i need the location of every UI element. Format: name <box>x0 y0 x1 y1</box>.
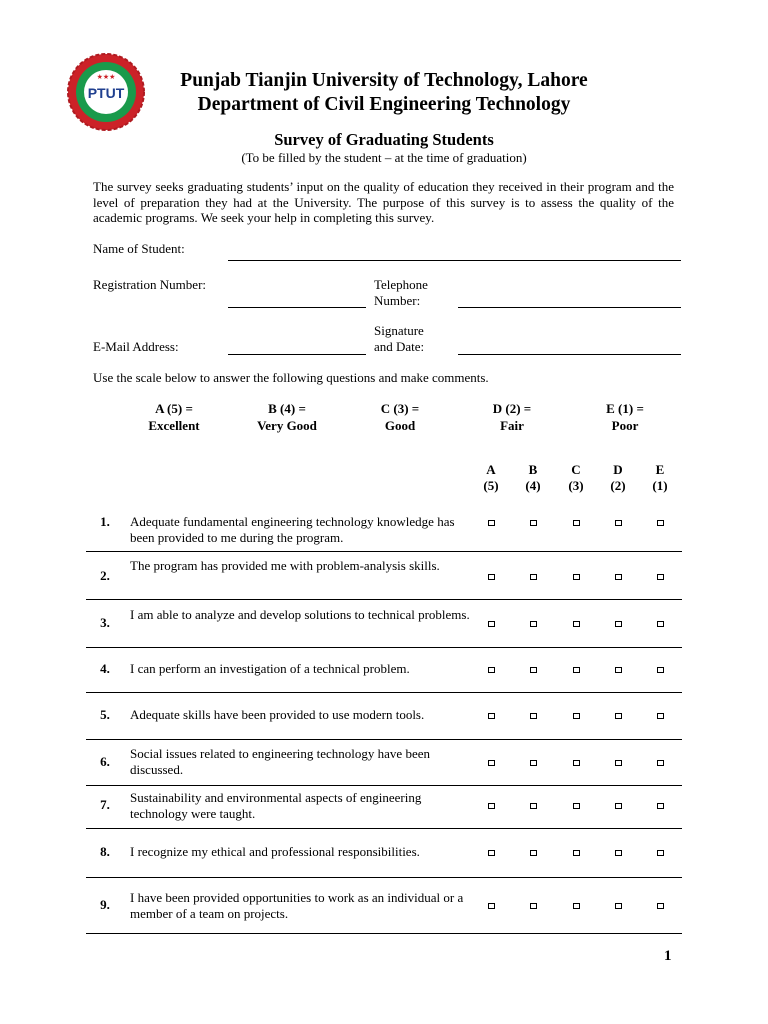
question-text: Sustainability and environmental aspects of engineering technology were taught. <box>130 790 422 821</box>
rating-checkbox-d[interactable] <box>615 713 622 719</box>
row-divider <box>86 599 682 600</box>
rating-checkbox-e[interactable] <box>657 520 664 526</box>
row-divider <box>86 785 682 786</box>
rating-checkbox-d[interactable] <box>615 760 622 766</box>
rating-checkbox-a[interactable] <box>488 803 495 809</box>
rating-checkbox-e[interactable] <box>657 713 664 719</box>
rating-checkbox-d[interactable] <box>615 667 622 673</box>
rating-checkbox-d[interactable] <box>615 574 622 580</box>
university-logo <box>66 52 146 132</box>
question-number: 6. <box>100 754 110 769</box>
rating-checkbox-e[interactable] <box>657 760 664 766</box>
question-text: The program has provided me with problem-analysis skills. <box>130 558 440 573</box>
column-header-a: A (5) <box>483 462 499 493</box>
rating-checkbox-a[interactable] <box>488 520 495 526</box>
signature-field[interactable] <box>458 354 681 355</box>
column-header-d: D (2) <box>610 462 626 493</box>
rating-checkbox-d[interactable] <box>615 803 622 809</box>
rating-checkbox-a[interactable] <box>488 667 495 673</box>
row-divider <box>86 933 682 934</box>
rating-checkbox-d[interactable] <box>615 621 622 627</box>
rating-checkbox-c[interactable] <box>573 574 580 580</box>
registration-label: Registration Number: <box>93 277 207 292</box>
question-number: 5. <box>100 707 110 722</box>
rating-checkbox-d[interactable] <box>615 850 622 856</box>
registration-field[interactable] <box>228 307 366 308</box>
row-divider <box>86 739 682 740</box>
question-number: 7. <box>100 797 110 812</box>
department-name: Department of Civil Engineering Technology <box>197 94 571 115</box>
question-number: 4. <box>100 661 110 676</box>
survey-intro: The survey seeks graduating students’ input on the quality of education they received in their program and the level of preparation they had at the University. The purpose of this survey is to assess the quality of the academic programs. We seek your help in completing this survey. <box>93 179 674 225</box>
survey-title: Survey of Graduating Students <box>274 130 494 149</box>
rating-checkbox-b[interactable] <box>530 713 537 719</box>
rating-checkbox-b[interactable] <box>530 667 537 673</box>
rating-checkbox-e[interactable] <box>657 667 664 673</box>
rating-checkbox-e[interactable] <box>657 803 664 809</box>
row-divider <box>86 828 682 829</box>
rating-checkbox-a[interactable] <box>488 713 495 719</box>
rating-checkbox-c[interactable] <box>573 667 580 673</box>
page-number: 1 <box>664 948 672 964</box>
row-divider <box>86 647 682 648</box>
university-name: Punjab Tianjin University of Technology, Lahore <box>180 70 588 91</box>
scale-item-excellent: A (5) = Excellent <box>148 401 200 433</box>
rating-checkbox-b[interactable] <box>530 803 537 809</box>
rating-checkbox-c[interactable] <box>573 760 580 766</box>
question-text: I can perform an investigation of a technical problem. <box>130 661 410 676</box>
logo-text: PTUT <box>87 85 125 101</box>
question-text: I recognize my ethical and professional responsibilities. <box>130 844 420 859</box>
column-header-b: B (4) <box>525 462 541 493</box>
scale-item-fair: D (2) = Fair <box>492 401 532 433</box>
question-number: 9. <box>100 897 110 912</box>
rating-checkbox-e[interactable] <box>657 574 664 580</box>
telephone-label: Telephone Number: <box>374 277 428 308</box>
email-field[interactable] <box>228 354 366 355</box>
rating-checkbox-a[interactable] <box>488 903 495 909</box>
rating-checkbox-c[interactable] <box>573 903 580 909</box>
question-text: Social issues related to engineering technology have been discussed. <box>130 746 430 777</box>
question-number: 2. <box>100 568 110 583</box>
rating-checkbox-e[interactable] <box>657 850 664 856</box>
rating-checkbox-e[interactable] <box>657 621 664 627</box>
rating-checkbox-b[interactable] <box>530 903 537 909</box>
rating-checkbox-a[interactable] <box>488 574 495 580</box>
rating-checkbox-b[interactable] <box>530 760 537 766</box>
rating-checkbox-b[interactable] <box>530 574 537 580</box>
rating-checkbox-e[interactable] <box>657 903 664 909</box>
rating-checkbox-c[interactable] <box>573 803 580 809</box>
svg-text:★★★: ★★★ <box>96 73 116 81</box>
scale-instructions: Use the scale below to answer the following questions and make comments. <box>93 370 489 385</box>
scale-item-very-good: B (4) = Very Good <box>257 401 317 433</box>
name-label: Name of Student: <box>93 241 185 256</box>
scale-item-poor: E (1) = Poor <box>606 401 644 433</box>
question-text: I have been provided opportunities to work as an individual or a member of a team on projects. <box>130 890 464 921</box>
question-text: Adequate skills have been provided to use modern tools. <box>130 707 425 722</box>
signature-label: Signature and Date: <box>374 323 425 354</box>
telephone-field[interactable] <box>458 307 681 308</box>
rating-checkbox-a[interactable] <box>488 760 495 766</box>
name-field[interactable] <box>228 260 681 261</box>
row-divider <box>86 551 682 552</box>
rating-checkbox-c[interactable] <box>573 520 580 526</box>
survey-subtitle: (To be filled by the student – at the time of graduation) <box>241 150 527 165</box>
rating-checkbox-c[interactable] <box>573 621 580 627</box>
rating-checkbox-c[interactable] <box>573 850 580 856</box>
scale-item-good: C (3) = Good <box>380 401 420 433</box>
rating-checkbox-d[interactable] <box>615 520 622 526</box>
question-number: 3. <box>100 615 110 630</box>
row-divider <box>86 692 682 693</box>
column-header-c: C (3) <box>568 462 584 493</box>
email-label: E-Mail Address: <box>93 339 179 354</box>
question-text: Adequate fundamental engineering technology knowledge has been provided to me during the program. <box>130 514 455 545</box>
row-divider <box>86 877 682 878</box>
rating-checkbox-b[interactable] <box>530 520 537 526</box>
column-header-e: E (1) <box>652 462 668 493</box>
question-number: 1. <box>100 514 110 529</box>
question-number: 8. <box>100 844 110 859</box>
rating-checkbox-b[interactable] <box>530 850 537 856</box>
rating-checkbox-d[interactable] <box>615 903 622 909</box>
rating-checkbox-a[interactable] <box>488 850 495 856</box>
rating-checkbox-c[interactable] <box>573 713 580 719</box>
question-text: I am able to analyze and develop solutions to technical problems. <box>130 607 470 622</box>
rating-checkbox-b[interactable] <box>530 621 537 627</box>
rating-checkbox-a[interactable] <box>488 621 495 627</box>
